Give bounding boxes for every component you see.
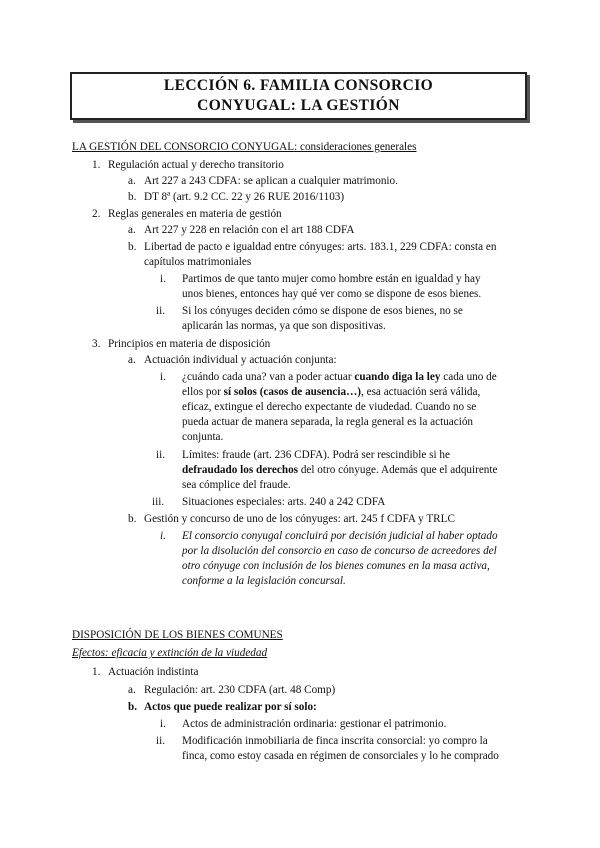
list-marker: b.	[128, 241, 137, 253]
list-marker: ii.	[156, 449, 166, 461]
list-item-dt8: DT 8ª (art. 9.2 CC. 22 y 26 RUE 2016/1103)	[144, 191, 345, 203]
section-heading-underlined: LA GESTIÓN DEL CONSORCIO CONYUGAL	[72, 141, 295, 153]
paragraph-limites-l2	[182, 463, 497, 478]
paragraph-concurso-l3: otro cónyuge con inclusión de los bienes comunes en la masa activa,	[182, 560, 490, 572]
paragraph-concurso-l4: conforme a la legislación concursal.	[182, 575, 346, 587]
paragraph-limites-l3: sea cómplice del fraude.	[182, 479, 291, 491]
list-marker: ii.	[156, 735, 166, 747]
list-number: 1.	[92, 666, 101, 678]
bold-run: sí solos (casos de ausencia…)	[223, 386, 362, 398]
list-item-art227-228: Art 227 y 228 en relación con el art 188 CDFA	[144, 224, 355, 236]
text-run: ¿cuándo cada una? van a poder actuar	[182, 371, 355, 383]
list-marker: a.	[128, 684, 136, 696]
text-run: cada uno de	[440, 371, 497, 383]
list-marker: b.	[128, 191, 137, 203]
paragraph-cuando-l5: conjunta.	[182, 431, 224, 443]
bold-run: defraudado los derechos	[182, 464, 299, 476]
list-number: 1.	[92, 159, 101, 171]
text-run: del otro cónyuge. Además que el adquirente	[298, 464, 498, 476]
paragraph-cuando-l3: eficaz, extingue el derecho expectante de viudedad. Cuando no se	[182, 401, 477, 413]
paragraph-cuando-l4: pueda actuar de manera separada, la regla general es la actuación	[182, 416, 474, 428]
list-marker: i.	[160, 273, 166, 285]
list-item-partimos-l1: Partimos de que tanto mujer como hombre están en igualdad y hay	[182, 273, 481, 285]
paragraph-concurso-l2: por la disolución del consorcio en caso de concurso de acreedores del	[182, 545, 497, 557]
list-item-situaciones: Situaciones especiales: arts. 240 a 242 CDFA	[182, 496, 386, 508]
paragraph-concurso-l1: El consorcio conyugal concluirá por decisión judicial al haber optado	[182, 530, 498, 542]
list-marker: i.	[160, 371, 166, 383]
paragraph-modificacion-l1: Modificación inmobiliaria de finca inscrita consorcial: yo compro la	[182, 735, 488, 747]
section-heading-disposicion: DISPOSICIÓN DE LOS BIENES COMUNES	[72, 629, 283, 641]
list-item-si-conyuges-l1: Si los cónyuges deciden cómo se dispone de esos bienes, no se	[182, 305, 463, 317]
list-item-libertad-l2: capítulos matrimoniales	[144, 256, 252, 268]
list-item-concurso: Gestión y concurso de uno de los cónyuges: art. 245 f CDFA y TRLC	[144, 513, 455, 525]
list-marker: a.	[128, 175, 136, 187]
lesson-title-box	[70, 72, 527, 120]
list-marker: i.	[160, 718, 166, 730]
list-item-si-conyuges-l2: aplicarán las normas, ya que son dispositivas.	[182, 320, 386, 332]
list-marker: a.	[128, 224, 136, 236]
list-item-administracion: Actos de administración ordinaria: gestionar el patrimonio.	[182, 718, 447, 730]
list-marker: iii.	[152, 496, 165, 508]
list-item-partimos-l2: unos bienes, entonces hay qué ver como se dispone de esos bienes.	[182, 288, 482, 300]
section-heading-gestion	[72, 140, 416, 155]
paragraph-limites-l1: Límites: fraude (art. 236 CDFA). Podrá ser rescindible si he	[182, 449, 450, 461]
list-item-libertad-l1: Libertad de pacto e igualdad entre cónyuges: arts. 183.1, 229 CDFA: consta en	[144, 241, 497, 253]
list-item-regulacion: Regulación actual y derecho transitorio	[108, 159, 284, 171]
paragraph-cuando-l2	[182, 385, 480, 400]
list-marker: i.	[160, 530, 166, 542]
list-item-art227: Art 227 a 243 CDFA: se aplican a cualquier matrimonio.	[144, 175, 398, 187]
list-item-actuacion: Actuación individual y actuación conjunta:	[144, 354, 337, 366]
list-marker: b.	[128, 513, 137, 525]
list-marker: b.	[128, 701, 138, 713]
section-subheading-efectos: Efectos: eficacia y extinción de la viudedad	[72, 647, 268, 659]
paragraph-modificacion-l2: finca, como estoy casada en régimen de consorciales y lo he comprado	[182, 750, 499, 762]
list-number: 3.	[92, 338, 101, 350]
list-item-reglas: Reglas generales en materia de gestión	[108, 208, 282, 220]
bold-run: cuando diga la ley	[354, 371, 441, 383]
lesson-title: LECCIÓN 6. FAMILIA CONSORCIO CONYUGAL: LA GESTIÓN	[163, 77, 434, 114]
list-marker: ii.	[156, 305, 166, 317]
list-item-actos: Actos que puede realizar por sí solo:	[144, 701, 317, 713]
list-marker: a.	[128, 354, 136, 366]
list-item-principios: Principios en materia de disposición	[108, 338, 271, 350]
paragraph-cuando-l1	[182, 370, 497, 385]
text-run: ellos por	[182, 386, 224, 398]
section-heading-rest: : consideraciones generales	[294, 141, 417, 153]
text-run: , esa actuación será válida,	[361, 386, 481, 398]
list-number: 2.	[92, 208, 101, 220]
list-item-art230: Regulación: art. 230 CDFA (art. 48 Comp)	[144, 684, 336, 696]
list-item-indistinta: Actuación indistinta	[108, 666, 199, 678]
